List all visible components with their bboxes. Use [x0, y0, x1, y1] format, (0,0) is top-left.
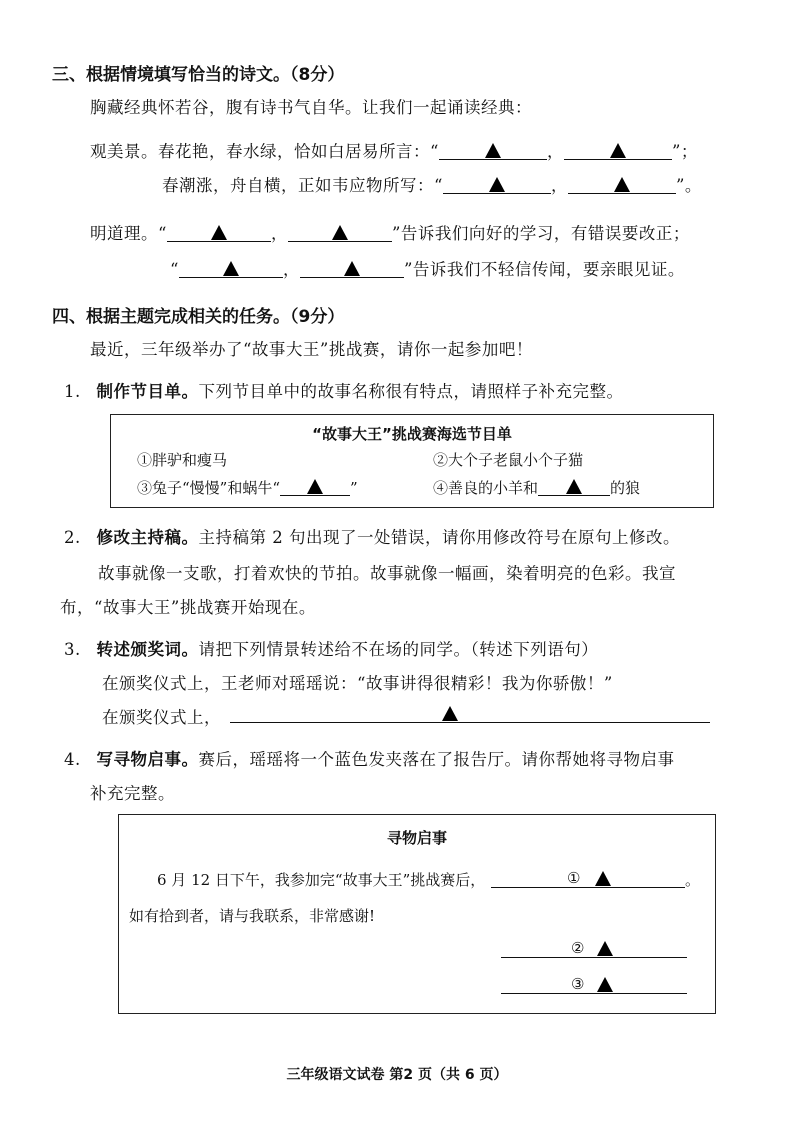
program-blank-1[interactable]	[280, 475, 350, 496]
close-quote: ”。	[675, 176, 702, 195]
poem-blank-7[interactable]	[179, 257, 283, 278]
notice-line1: 6 月 12 日下午，我参加完“故事大王”挑战赛后，	[157, 871, 486, 889]
section4-heading: 四、根据主题完成相关的任务。（9分）	[52, 307, 345, 327]
reason-text1: ”告诉我们向好的学习，有错误要改正；	[391, 224, 690, 243]
answer-triangle-icon	[332, 225, 348, 240]
section4-intro: 最近，三年级举办了“故事大王”挑战赛，请你一起参加吧！	[90, 340, 533, 359]
task3-title: 转述颁奖词。	[96, 640, 199, 659]
answer-triangle-icon	[344, 261, 360, 276]
notice-blank-3[interactable]	[501, 977, 687, 994]
notice-marker-3: ③	[571, 975, 585, 993]
answer-triangle-icon	[223, 261, 239, 276]
answer-triangle-icon	[211, 225, 227, 240]
scene-label: 观美景。	[90, 142, 158, 161]
answer-triangle-icon	[597, 941, 613, 956]
program-item-4-text: ④善良的小羊和	[433, 479, 539, 497]
program-item-3	[137, 475, 358, 498]
poem-blank-3[interactable]	[443, 173, 551, 194]
poem-blank-4[interactable]	[568, 173, 676, 194]
host-script-line1: 故事就像一支歌，打着欢快的节拍。故事就像一幅画，染着明亮的色彩。我宣	[98, 564, 676, 583]
section3-heading: 三、根据情境填写恰当的诗文。（8分）	[52, 65, 345, 85]
comma: ，	[550, 176, 568, 195]
task2-number: 2.	[64, 528, 81, 547]
notice-marker-2: ②	[571, 939, 585, 957]
reason-line1	[90, 220, 690, 244]
task3-line	[64, 636, 598, 660]
open-quote: “	[170, 260, 179, 279]
task4-text1: 赛后，瑶瑶将一个蓝色发夹落在了报告厅。请你帮她将寻物启事	[198, 750, 675, 769]
comma: ，	[282, 260, 300, 279]
notice-blank-1[interactable]	[491, 871, 685, 888]
comma: ，	[546, 142, 564, 161]
task4-text2: 补充完整。	[90, 784, 175, 803]
poem-blank-1[interactable]	[439, 139, 547, 160]
program-item-4	[433, 475, 640, 498]
scene-text1: 春花艳，春水绿，恰如白居易所言：“	[158, 142, 439, 161]
scene-line2	[162, 172, 702, 196]
poem-blank-5[interactable]	[167, 221, 271, 242]
award-quote: 在颁奖仪式上，王老师对瑶瑶说：“故事讲得很精彩！我为你骄傲！”	[102, 674, 613, 693]
reason-label: 明道理。“	[90, 224, 167, 243]
poem-blank-2[interactable]	[564, 139, 672, 160]
answer-triangle-icon	[442, 706, 458, 721]
award-retell-label: 在颁奖仪式上，	[102, 708, 221, 727]
answer-triangle-icon	[566, 479, 582, 494]
task4-title: 写寻物启事。	[96, 750, 199, 769]
answer-triangle-icon	[595, 871, 611, 886]
task2-line	[64, 524, 680, 548]
lost-notice-title: 寻物启事	[386, 829, 447, 847]
answer-triangle-icon	[489, 177, 505, 192]
program-item-1: ①胖驴和瘦马	[137, 451, 228, 469]
notice-blank-2[interactable]	[501, 941, 687, 958]
task1-text: 下列节目单中的故事名称很有特点，请照样子补充完整。	[198, 382, 624, 401]
lost-notice-box	[118, 814, 716, 1014]
program-item-3-close: ”	[350, 479, 358, 497]
task1-number: 1.	[64, 382, 81, 401]
reason-line2	[170, 256, 685, 280]
scene-text2: 春潮涨，舟自横，正如韦应物所写：“	[162, 176, 443, 195]
poem-blank-6[interactable]	[288, 221, 392, 242]
notice-end-period: 。	[685, 871, 701, 889]
task1-title: 制作节目单。	[96, 382, 199, 401]
scene-line1	[90, 138, 698, 162]
answer-triangle-icon	[485, 143, 501, 158]
retell-answer-line[interactable]	[230, 706, 710, 723]
answer-triangle-icon	[597, 977, 613, 992]
task1-line	[64, 378, 624, 402]
reason-text2: ”告诉我们不轻信传闻，要亲眼见证。	[403, 260, 685, 279]
task2-text: 主持稿第 2 句出现了一处错误，请你用修改符号在原句上修改。	[198, 528, 680, 547]
notice-marker-1: ①	[567, 869, 581, 887]
task2-title: 修改主持稿。	[96, 528, 199, 547]
program-list-box	[110, 414, 714, 508]
close-quote: ”；	[671, 142, 698, 161]
program-blank-2[interactable]	[538, 475, 610, 496]
answer-triangle-icon	[610, 143, 626, 158]
program-list-title: “故事大王”挑战赛海选节目单	[312, 425, 512, 443]
program-item-2: ②大个子老鼠小个子猫	[433, 451, 584, 469]
answer-triangle-icon	[307, 479, 323, 494]
answer-triangle-icon	[614, 177, 630, 192]
task3-text: 请把下列情景转述给不在场的同学。（转述下列语句）	[198, 640, 599, 659]
program-item-4-end: 的狼	[610, 479, 641, 497]
program-item-3-text: ③兔子“慢慢”和蜗牛“	[137, 479, 281, 497]
host-script-line2: 布，“故事大王”挑战赛开始现在。	[60, 598, 316, 617]
section3-intro: 胸藏经典怀若谷，腹有诗书气自华。让我们一起诵读经典：	[90, 98, 532, 117]
comma: ，	[270, 224, 288, 243]
task4-line	[64, 746, 675, 770]
task3-number: 3.	[64, 640, 81, 659]
notice-line2: 如有拾到者，请与我联系，非常感谢!	[129, 907, 376, 925]
page-footer: 三年级语文试卷 第2 页（共 6 页）	[286, 1067, 508, 1083]
poem-blank-8[interactable]	[300, 257, 404, 278]
task4-number: 4.	[64, 750, 81, 769]
